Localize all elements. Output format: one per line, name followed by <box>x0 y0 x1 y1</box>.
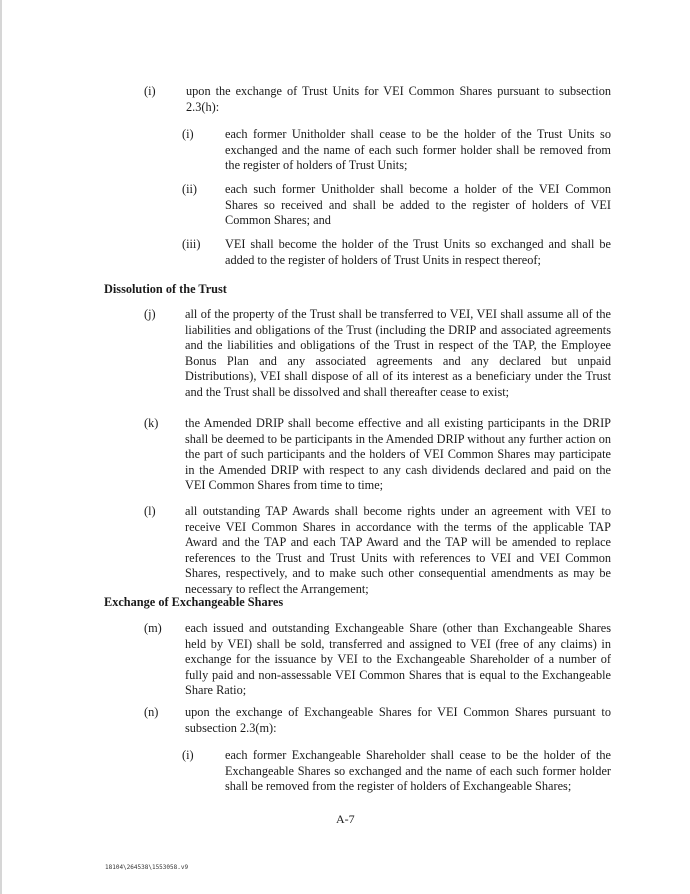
subclause-text: each such former Unitholder shall become a holder of the VEI Common Shares so received and shall be added to the register of holders of VEI Common Shares; and <box>225 182 611 228</box>
clause-text: the Amended DRIP shall become effective and all existing participants in the DRIP shall be deemed to be participants in the Amended DRIP without any further action on the part of such participants and the holders of VEI Common Shares may participate in the Amended DRIP with respect to any cash dividends declared and paid on the VEI Common Shares from time to time; <box>185 416 611 493</box>
clause-text: all of the property of the Trust shall be transferred to VEI, VEI shall assume all of the liabilities and obligations of the Trust (including the DRIP and associated agreements and the liabilities and obligations of the Trust in respect of the TAP, the Employee Bonus Plan and any associated agreements and any declared but unpaid Distributions), VEI shall dispose of all of its interest as a beneficiary under the Trust and the Trust shall be dissolved and shall thereafter cease to exist; <box>185 307 611 399</box>
section-heading-dissolution: Dissolution of the Trust <box>104 282 227 296</box>
subclause-label: (iii) <box>182 237 201 251</box>
subclause-label: (i) <box>182 748 194 762</box>
page-number: A-7 <box>336 812 355 826</box>
subclause-i-iii <box>182 237 611 268</box>
subclause-label: (ii) <box>182 182 198 196</box>
clause-k <box>144 416 611 494</box>
clause-label: (m) <box>144 621 162 635</box>
subclause-text: each former Exchangeable Shareholder shall cease to be the holder of the Exchangeable Shares so exchanged and the name of each such former holder shall be removed from the register of holders of Exchangeable Shares; <box>225 748 611 794</box>
clause-label: (j) <box>144 307 156 321</box>
clause-i <box>144 84 611 115</box>
clause-label: (k) <box>144 416 159 430</box>
clause-m <box>144 621 611 699</box>
clause-n <box>144 705 611 736</box>
subclause-label: (i) <box>182 127 194 141</box>
clause-text: all outstanding TAP Awards shall become rights under an agreement with VEI to receive VEI Common Shares in accordance with the terms of the applicable TAP Award and the TAP and each TAP Award and the TAP will be amended to replace references to the Trust and Trust Units with references to VEI and VEI Common Shares, respectively, and to make such other consequential amendments as may be necessary to reflect the Arrangement; <box>185 504 611 596</box>
subclause-i-ii <box>182 182 611 229</box>
subclause-i-i <box>182 127 611 174</box>
clause-text: upon the exchange of Trust Units for VEI Common Shares pursuant to subsection 2.3(h): <box>186 84 611 114</box>
clause-text: each issued and outstanding Exchangeable Share (other than Exchangeable Shares held by VEI) shall be sold, transferred and assigned to VEI (free of any claims) in exchange for the issuance by VEI to the Exchangeable Shareholder of a number of fully paid and non-assessable VEI Common Shares that is equal to the Exchangeable Share Ratio; <box>185 621 611 698</box>
clause-label: (i) <box>144 84 156 98</box>
subclause-n-i <box>182 748 611 795</box>
clause-text: upon the exchange of Exchangeable Shares for VEI Common Shares pursuant to subsection 2.3(m): <box>185 705 611 735</box>
clause-label: (n) <box>144 705 159 719</box>
subclause-text: VEI shall become the holder of the Trust Units so exchanged and shall be added to the register of holders of Trust Units in respect thereof; <box>225 237 611 267</box>
clause-l <box>144 504 611 598</box>
section-heading-exchange: Exchange of Exchangeable Shares <box>104 595 284 609</box>
subclause-text: each former Unitholder shall cease to be the holder of the Trust Units so exchanged and the name of each such former holder shall be removed from the register of holders of Trust Units; <box>225 127 611 173</box>
document-reference: 18104\264538\1553058.v9 <box>105 864 189 871</box>
clause-j <box>144 307 611 401</box>
clause-label: (l) <box>144 504 156 518</box>
scan-edge <box>0 0 2 894</box>
